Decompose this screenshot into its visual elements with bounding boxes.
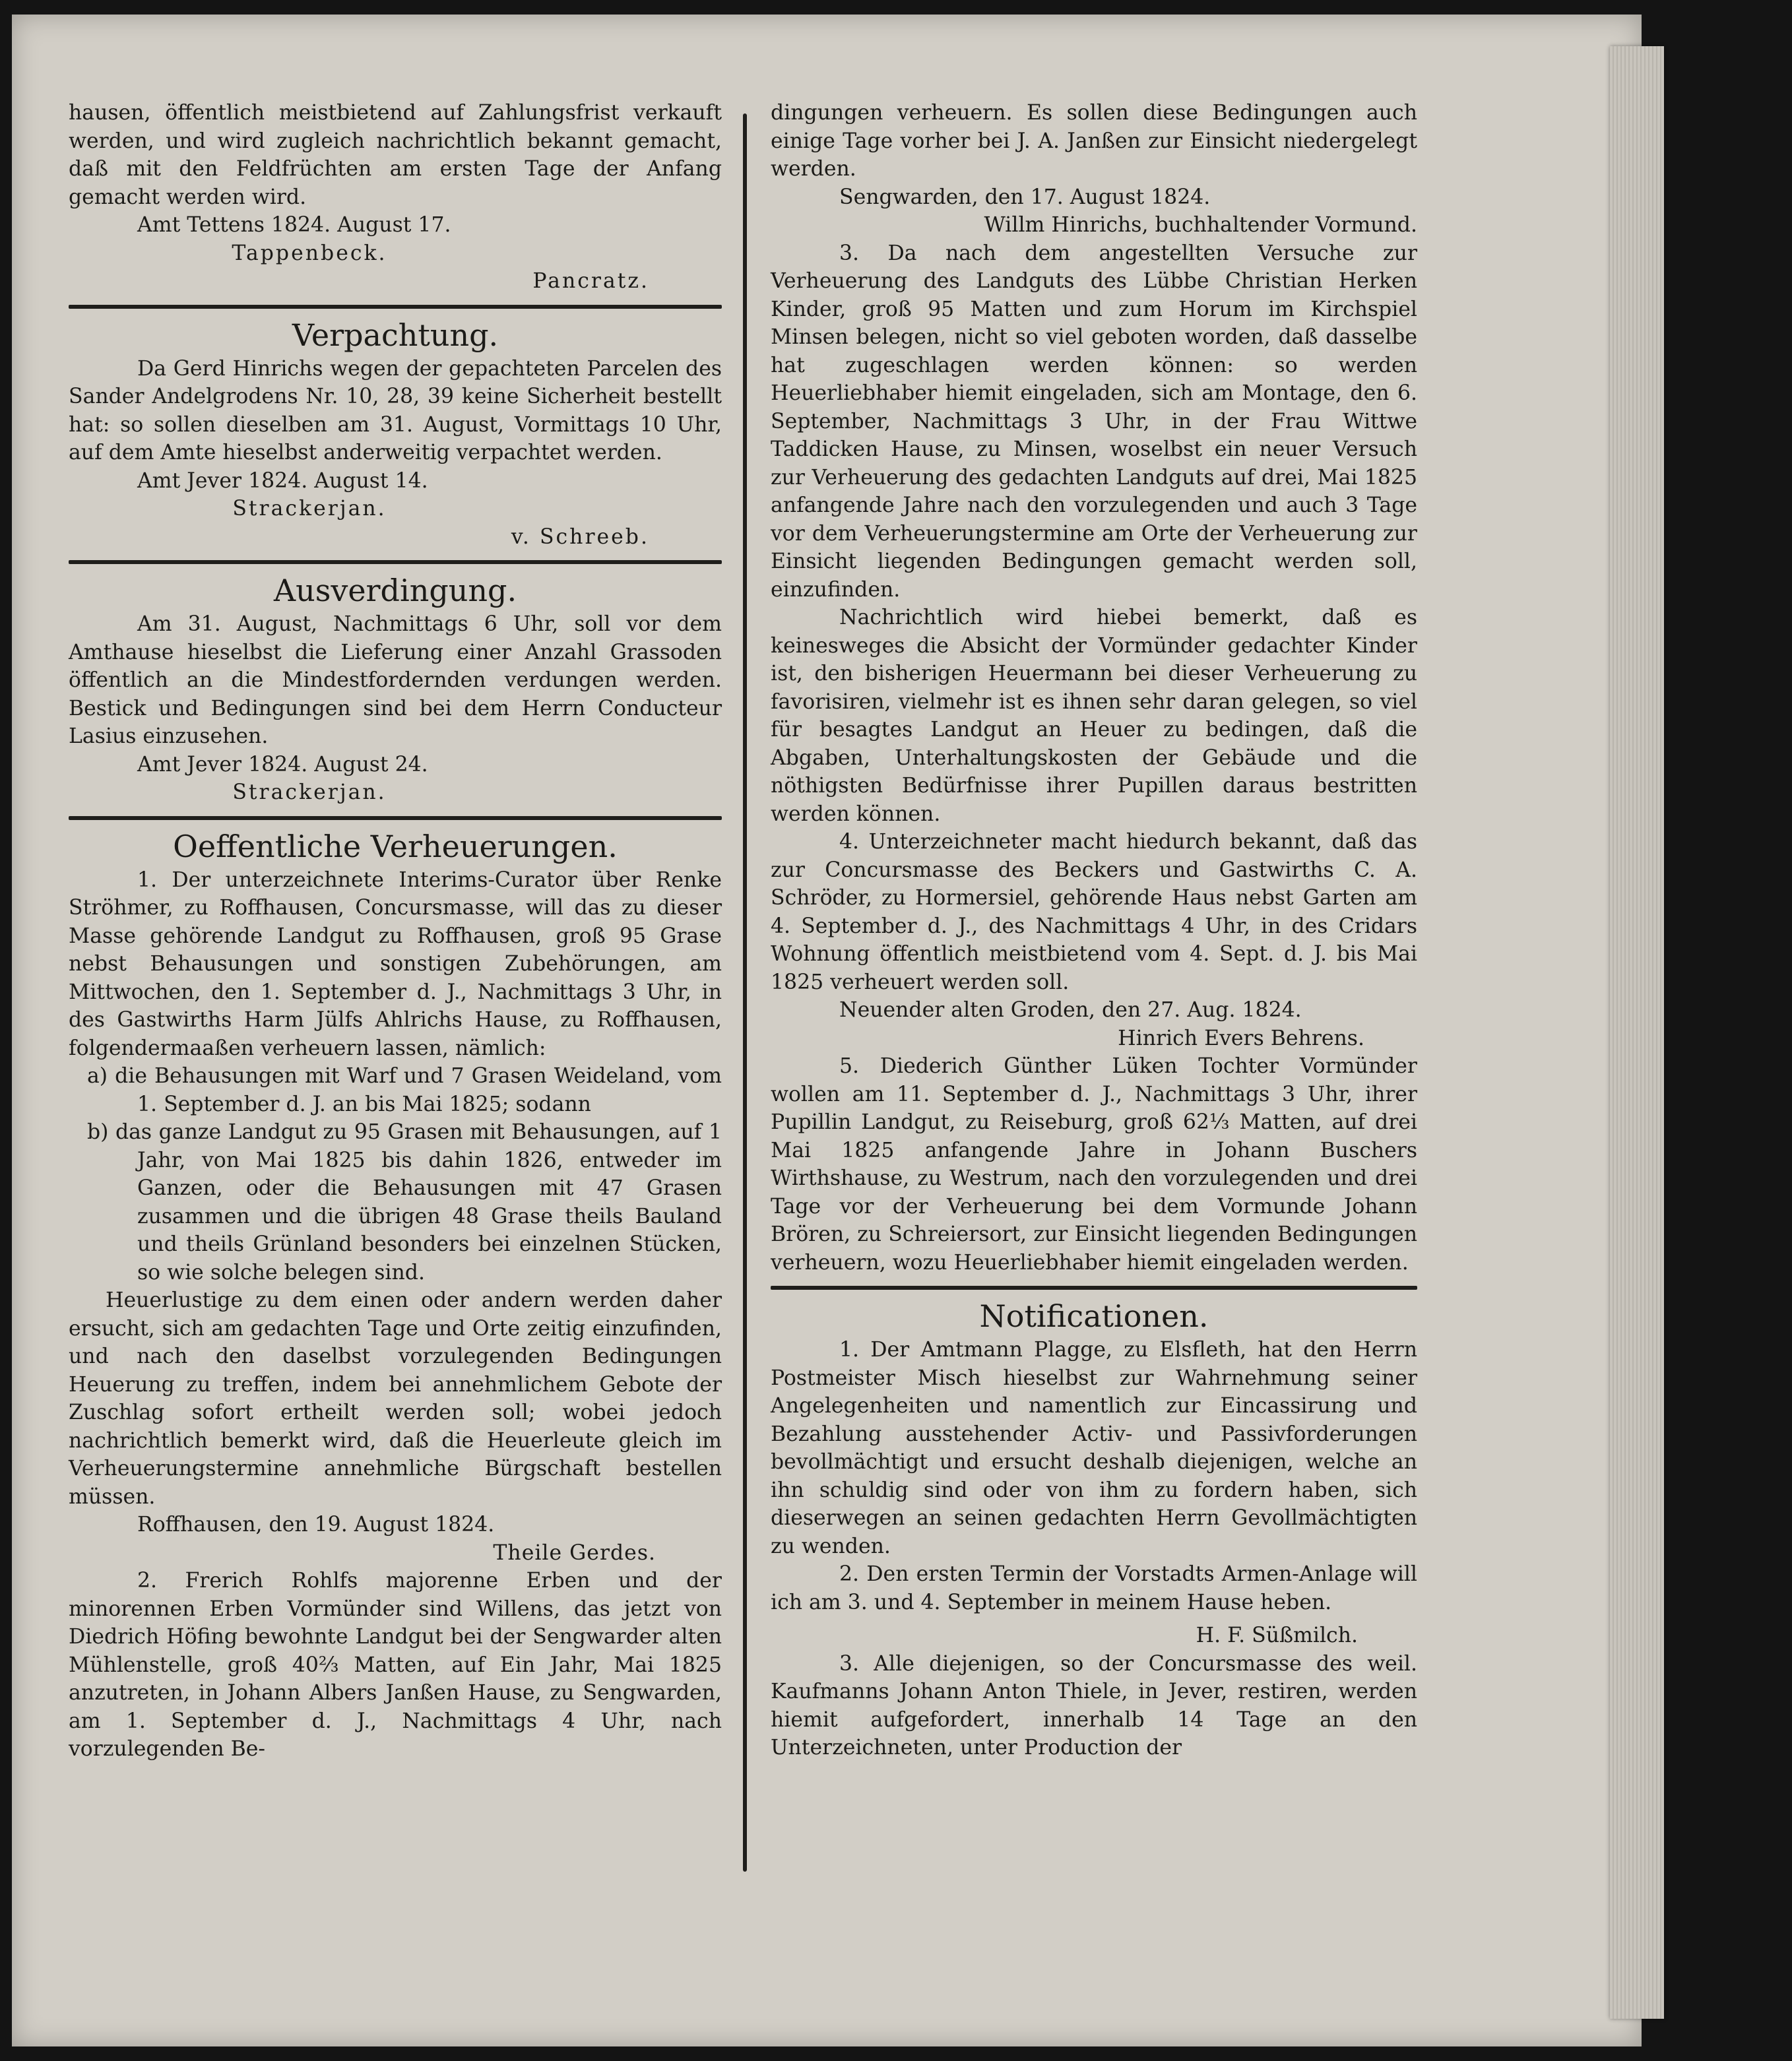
verpachtung-body: Da Gerd Hinrichs wegen der gepachteten Parcelen des Sander Andelgrodens Nr. 10, 28, 39 keine Sicherheit bestellt hat: so sollen dieselben am 31. August, Vormittags 10 Uhr, auf dem Amte hieselbst anderweitig verpachtet werden. bbox=[69, 356, 722, 464]
verheuerung-item-3: 3. Da nach dem angestellten Versuche zur Verheuerung des Landguts des Lübbe Christian Herken Kinder, groß 95 Matten und zum Horum im Kirchspiel Minsen belegen, nicht so viel geboten worden, daß dasselbe hat zugeschlagen werden können: so werden Heuerliebhaber hiemit eingeladen, sich am Montage, den 6. September, Nachmittags 3 Uhr, in der Frau Wittwe Taddicken Hause, zu Minsen, woselbst ein neuer Versuch zur Verheuerung des gedachten Landguts auf drei, Mai 1825 anfangende Jahre nach den vorzulegenden und auch 3 Tage vor dem Verheuerungstermine am Orte der Verheuerung zur Einsicht liegenden Bedingungen gemacht werden soll, einzufinden. bbox=[771, 241, 1417, 602]
notification-item-2-signature: H. F. Süßmilch. bbox=[1196, 1624, 1358, 1647]
notification-item-3: 3. Alle diejenigen, so der Concursmasse des weil. Kaufmanns Johann Anton Thiele, in Jever, restiren, werden hiemit aufgefordert, innerhalb 14 Tage an den Unterzeichneten, unter Production der bbox=[771, 1651, 1417, 1760]
verheuerungen-heading: Oeffentliche Verheuerungen. bbox=[173, 828, 618, 864]
verpachtung-date: Amt Jever 1824. August 14. bbox=[137, 468, 428, 493]
right-column bbox=[771, 99, 1417, 1762]
section-rule bbox=[69, 305, 722, 309]
left-column bbox=[69, 99, 722, 1763]
intro-signature-2: Pancratz. bbox=[532, 269, 649, 293]
verpachtung-heading: Verpachtung. bbox=[292, 317, 499, 353]
verheuerung-item-2-continued: dingungen verheuern. Es sollen diese Bedingungen auch einige Tage vorher bei J. A. Janßen zur Einsicht niedergelegt werden. bbox=[771, 101, 1417, 181]
verheuerung-item-1-date: Roffhausen, den 19. August 1824. bbox=[137, 1513, 495, 1537]
ausverdingung-signature: Strackerjan. bbox=[232, 780, 387, 804]
verheuerung-item-4-signature: Hinrich Evers Behrens. bbox=[1118, 1026, 1364, 1050]
column-divider bbox=[743, 113, 747, 1872]
verheuerung-item-4: 4. Unterzeichneter macht hiedurch bekannt, daß das zur Concursmasse des Beckers und Gastwirths C. A. Schröder, zu Hormersiel, gehörende Haus nebst Garten am 4. September d. J., des Nachmittags 4 Uhr, in des Cridars Wohnung öffentlich meistbietend vom 4. Sept. d. J. bis Mai 1825 verheuert werden soll. bbox=[771, 830, 1417, 994]
verpachtung-signature-1: Strackerjan. bbox=[232, 497, 387, 521]
notification-item-2: 2. Den ersten Termin der Vorstadts Armen-Anlage will ich am 3. und 4. September in meinem Hause heben. bbox=[771, 1562, 1417, 1614]
verheuerung-item-1-signature: Theile Gerdes. bbox=[493, 1540, 656, 1565]
section-rule bbox=[69, 560, 722, 564]
verheuerung-item-1-continued: Heuerlustige zu dem einen oder andern werden daher ersucht, sich am gedachten Tage und Orte zeitig einzufinden, und nach den daselbst vorzulegenden Bedingungen Heuerung zu treffen, indem bei annehmlichem Gebote der Zuschlag sofort ertheilt werden soll; wobei jedoch nachrichtlich bemerkt wird, daß die Heuerleute gleich im Verheuerungstermine annehmliche Bürgschaft bestellen müssen. bbox=[69, 1288, 722, 1509]
ausverdingung-date: Amt Jever 1824. August 24. bbox=[137, 752, 428, 777]
verheuerung-item-2: 2. Frerich Rohlfs majorenne Erben und der minorennen Erben Vormünder sind Willens, das jetzt von Diedrich Höfing bewohnte Landgut bei der Sengwarder alten Mühlenstelle, groß 40⅔ Matten, auf Ein Jahr, Mai 1825 anzutreten, in Johann Albers Janßen Hause, zu Sengwarden, am 1. September d. J., Nachmittags 4 Uhr, nach vorzulegenden Be- bbox=[69, 1569, 722, 1761]
intro-signature-1: Tappenbeck. bbox=[232, 241, 387, 265]
notification-item-1: 1. Der Amtmann Plagge, zu Elsfleth, hat den Herrn Postmeister Misch hieselbst zur Wahrnehmung seiner Angelegenheiten und namentlich zur Eincassirung und Bezahlung ausstehender Activ- und Passivforderungen bevollmächtigt und ersucht deshalb diejenigen, welche an ihn schuldig sind oder von ihm zu fordern haben, sich dieserwegen an seinen gedachten Herrn Gevollmächtigten zu wenden. bbox=[771, 1338, 1417, 1558]
verheuerung-item-4-date: Neuender alten Groden, den 27. Aug. 1824. bbox=[839, 998, 1302, 1022]
intro-date: Amt Tettens 1824. August 17. bbox=[137, 213, 451, 237]
intro-paragraph: hausen, öffentlich meistbietend auf Zahlungsfrist verkauft werden, und wird zugleich nachrichtlich bekannt gemacht, daß mit den Feldfrüchten am ersten Tage der Anfang gemacht werden wird. bbox=[69, 101, 722, 209]
verheuerung-item-3-continued: Nachrichtlich wird hiebei bemerkt, daß es keinesweges die Absicht der Vormünder gedachter Kinder ist, den bisherigen Heuermann bei dieser Verheuerung zu favorisiren, vielmehr ist es ihnen sehr daran gelegen, so viel für besagtes Landgut an Heuer zu bedingen, daß die Abgaben, Unterhaltungskosten der Gebäude und die nöthigsten Bedürfnisse ihrer Pupillen daraus bestritten werden können. bbox=[771, 606, 1417, 826]
section-rule bbox=[771, 1286, 1417, 1290]
verheuerung-item-5: 5. Diederich Günther Lüken Tochter Vormünder wollen am 11. September d. J., Nachmittags 3 Uhr, ihrer Pupillin Landgut, zu Reiseburg, groß 62⅓ Matten, auf drei Mai 1825 anfangende Jahre in Johann Buschers Wirthshause, zu Westrum, nach den vorzulegenden und drei Tage vor der Verheuerung bei dem Vormunde Johann Brören, zu Schreiersort, zur Einsicht liegenden Bedingungen verheuern, wozu Heuerliebhaber hiemit eingeladen werden. bbox=[771, 1054, 1417, 1275]
verheuerung-item-2-date: Sengwarden, den 17. August 1824. bbox=[839, 185, 1211, 209]
page-stack-edge bbox=[1610, 46, 1664, 2019]
verheuerung-item-2-signature: Willm Hinrichs, buchhaltender Vormund. bbox=[984, 213, 1417, 237]
verheuerung-item-1-a: a) die Behausungen mit Warf und 7 Grasen Weideland, vom 1. September d. J. an bis Mai 1825; sodann bbox=[87, 1064, 722, 1116]
ausverdingung-body: Am 31. August, Nachmittags 6 Uhr, soll vor dem Amthause hieselbst die Lieferung einer Anzahl Grassoden öffentlich an die Mindestfordernden verdungen werden. Bestick und Bedingungen sind bei dem Herrn Conducteur Lasius einzusehen. bbox=[69, 612, 722, 748]
verheuerung-item-1: 1. Der unterzeichnete Interims-Curator über Renke Ströhmer, zu Roffhausen, Concursmasse, will das zu dieser Masse gehörende Landgut zu Roffhausen, groß 95 Grase nebst Behausungen und sonstigen Zubehörungen, am Mittwochen, den 1. September d. J., Nachmittags 3 Uhr, in des Gastwirths Harm Jülfs Ahlrichs Hause, zu Roffhausen, folgendermaaßen verheuern lassen, nämlich: bbox=[69, 868, 722, 1060]
verpachtung-signature-2: v. Schreeb. bbox=[511, 524, 649, 549]
verheuerung-item-1-b: b) das ganze Landgut zu 95 Grasen mit Behausungen, auf 1 Jahr, von Mai 1825 bis dahin 1826, entweder im Ganzen, oder die Behausungen mit 47 Grasen zusammen und die übrigen 48 Grase theils Bauland und theils Grünland besonders bei einzelnen Stücken, so wie solche belegen sind. bbox=[87, 1120, 722, 1284]
ausverdingung-heading: Ausverdingung. bbox=[273, 573, 517, 608]
notificationen-heading: Notificationen. bbox=[979, 1298, 1209, 1334]
section-rule bbox=[69, 816, 722, 820]
